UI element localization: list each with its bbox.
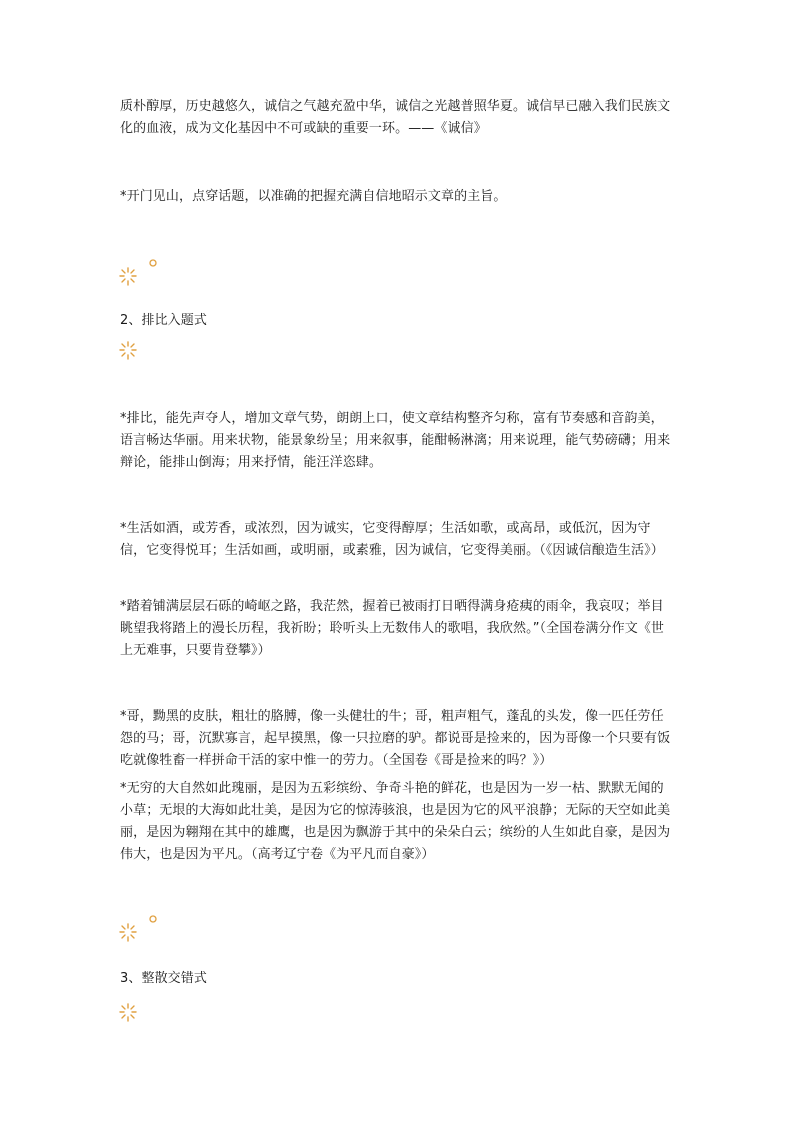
example-paragraph: *生活如酒，或芳香，或浓烈，因为诚实，它变得醇厚；生活如歌，或高昂，或低沉，因为守信，它变得悦耳；生活如画，或明丽，或素雅，因为诚信，它变得美丽。（《因诚信酿造生活》） <box>120 521 664 558</box>
sparkle-icon <box>118 912 158 942</box>
example-paragraph: *踏着铺满层层石砾的崎岖之路，我茫然，握着已被雨打日晒得满身疮痍的雨伞，我哀叹；举目眺望我将踏上的漫长历程，我祈盼；聆听头上无数伟人的歌唱，我欣然。”（全国卷满分作文《世上无难事，只要肯登攀》） <box>120 599 665 658</box>
sparkle-icon <box>118 340 158 370</box>
sparkle-icon <box>118 256 158 286</box>
comment-paragraph: *开门见山，点穿话题，以准确的把握充满自信地昭示文章的主旨。 <box>120 189 507 204</box>
comment-paragraph: *排比，能先声夺人，增加文章气势，朗朗上口，使文章结构整齐匀称，富有节奏感和音韵美，语言畅达华丽。用来状物，能景象纷呈；用来叙事，能酣畅淋漓；用来说理，能气势磅礴；用来辩论，能排山倒海；用来抒情，能汪洋恣肆。 <box>120 411 671 470</box>
sparkle-ornament <box>118 912 158 942</box>
sparkle-ornament <box>118 340 158 370</box>
circle-icon <box>150 260 156 266</box>
intro-paragraph: 质朴醇厚，历史越悠久，诚信之气越充盈中华，诚信之光越普照华夏。诚信早已融入我们民族文化的血液，成为文化基因中不可或缺的重要一环。——《诚信》 <box>120 99 671 136</box>
section-heading-2: 2、排比入题式 <box>120 313 207 328</box>
example-paragraph: *无穷的大自然如此瑰丽，是因为五彩缤纷、争奇斗艳的鲜花，也是因为一岁一枯、默默无闻的小草；无垠的大海如此壮美，是因为它的惊涛骇浪，也是因为它的风平浪静；无际的天空如此美丽，是因为翱翔在其中的雄鹰，也是因为飘游于其中的朵朵白云；缤纷的人生如此自豪，是因为伟大，也是因为平凡。（高考辽宁卷《为平凡而自豪》） <box>120 781 671 862</box>
section-heading-3: 3、整散交错式 <box>120 971 207 986</box>
circle-icon <box>150 916 156 922</box>
sparkle-ornament <box>118 1002 158 1032</box>
sparkle-icon <box>118 1002 158 1032</box>
sparkle-ornament <box>118 256 158 286</box>
example-paragraph: *哥，黝黑的皮肤，粗壮的胳膊，像一头健壮的牛；哥，粗声粗气，蓬乱的头发，像一匹任劳任怨的马；哥，沉默寡言，起早摸黑，像一只拉磨的驴。都说哥是捡来的，因为哥像一个只要有饭吃就像牲畜一样拼命干活的家中惟一的劳力。（全国卷《哥是捡来的吗？》） <box>120 709 671 768</box>
